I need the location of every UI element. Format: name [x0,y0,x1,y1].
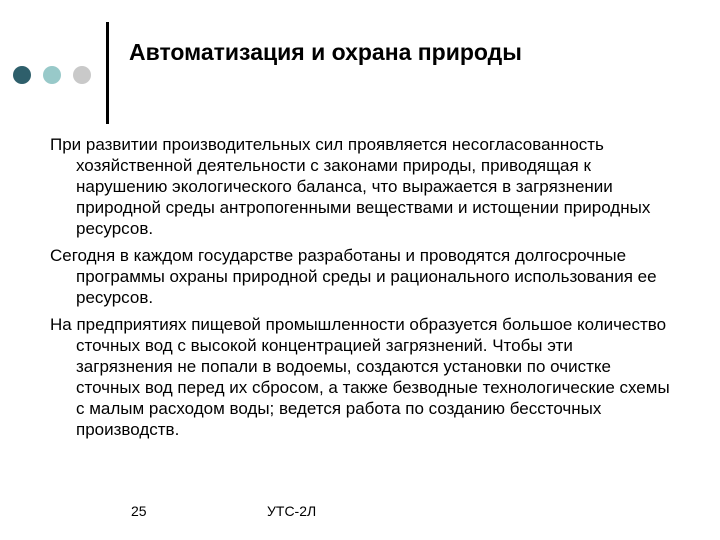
decorative-dot-dark [13,66,31,84]
decorative-dot-gray [73,66,91,84]
decorative-dot-teal [43,66,61,84]
slide-body [50,134,670,446]
title-divider-line [106,22,109,124]
footer-text: УТС-2Л [267,503,317,519]
slide-number: 25 [131,503,147,519]
slide-title: Автоматизация и охрана природы [129,39,522,65]
paragraph-2: Сегодня в каждом государстве разработаны и проводятся долгосрочные программы охраны природной среды и рационального использования ее ресурсов. [50,246,657,307]
paragraph-1: При развитии производительных сил проявляется несогласованность хозяйственной деятельности с законами природы, приводящая к нарушению экологического баланса, что выражается в загрязнении природной среды антропогенными веществами и истощении природных ресурсов. [50,135,651,238]
paragraph-3: На предприятиях пищевой промышленности образуется большое количество сточных вод с высокой концентрацией загрязнений. Чтобы эти загрязнения не попали в водоемы, создаются установки по очистке сточных вод перед их сбросом, а также безводные технологические схемы с малым расходом воды; ведется работа по созданию бессточных производств. [50,315,670,439]
